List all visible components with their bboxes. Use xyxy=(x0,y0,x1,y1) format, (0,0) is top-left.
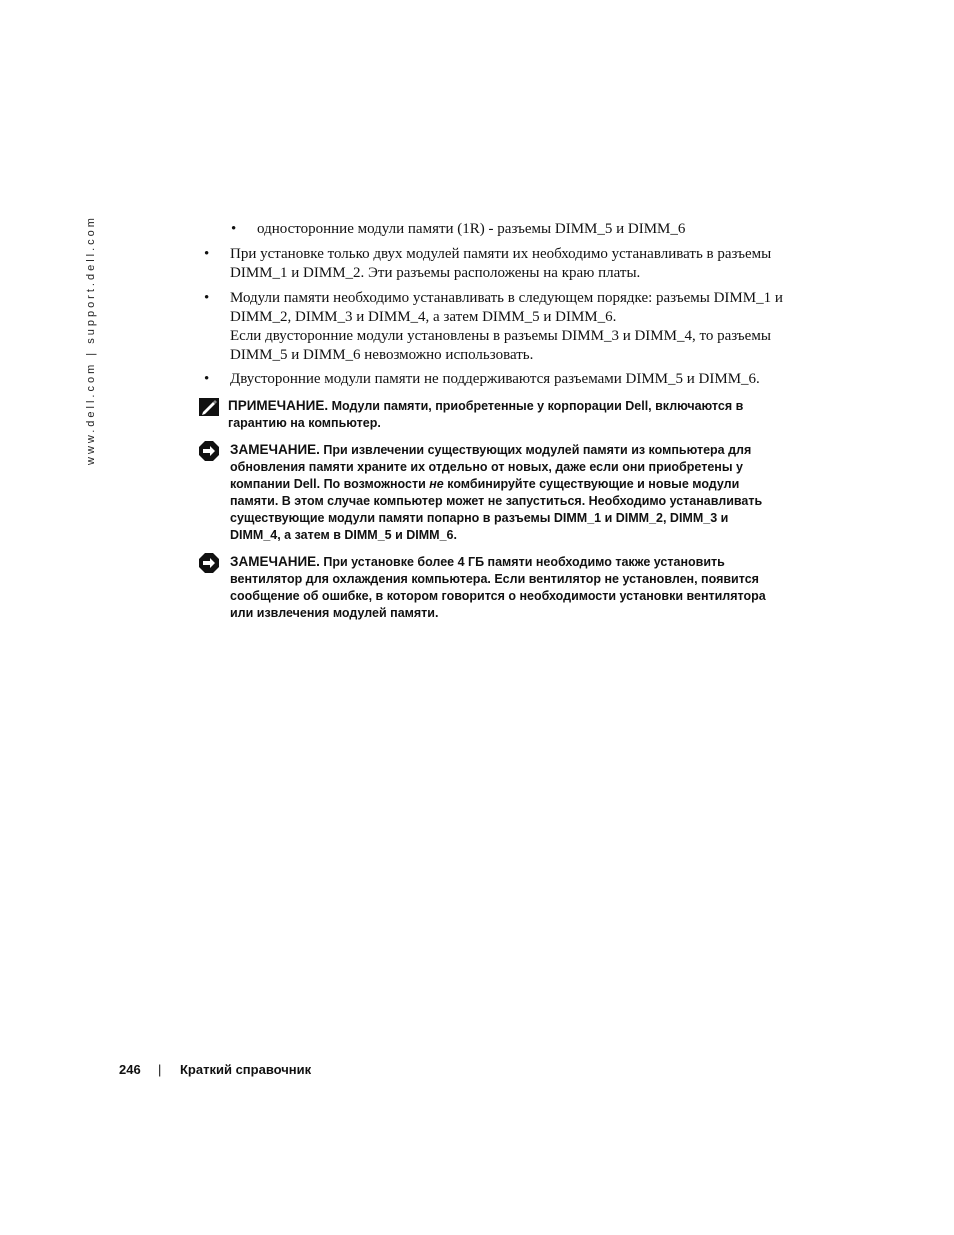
notice-block xyxy=(198,552,798,624)
notice-text: комбинируйте существующие и новые модули xyxy=(443,477,740,491)
notice-text: компании Dell. По возможности xyxy=(230,477,430,491)
list-item xyxy=(204,245,804,285)
list-item-line: DIMM_5 и DIMM_6 невозможно использовать. xyxy=(230,347,534,363)
list-item xyxy=(231,220,791,240)
bullet-dot: • xyxy=(204,246,210,262)
pencil-note-icon xyxy=(198,397,220,422)
notice-label: ЗАМЕЧАНИЕ. xyxy=(230,442,320,457)
list-item-text: односторонние модули памяти (1R) - разъемы DIMM_5 и DIMM_6 xyxy=(257,221,686,237)
bullet-dot: • xyxy=(231,221,237,237)
footer-separator: | xyxy=(158,1062,162,1077)
notice-text: При извлечении существующих модулей памяти из компьютера для xyxy=(319,443,752,457)
list-item-line: При установке только двух модулей памяти их необходимо устанавливать в разъемы xyxy=(230,246,772,262)
list-item-line: Если двусторонние модули установлены в разъемы DIMM_3 и DIMM_4, то разъемы xyxy=(230,328,771,344)
list-item-line: DIMM_1 и DIMM_2. Эти разъемы расположены на краю платы. xyxy=(230,265,641,281)
note-text: Модули памяти, приобретенные у корпорации Dell, включаются в xyxy=(328,399,744,413)
notice-label: ЗАМЕЧАНИЕ. xyxy=(230,554,320,569)
notice-line: существующие модули памяти попарно в разъемы DIMM_1 и DIMM_2, DIMM_3 и xyxy=(230,511,729,525)
list-item xyxy=(204,289,804,367)
list-item-line: DIMM_2, DIMM_3 и DIMM_4, а затем DIMM_5 и DIMM_6. xyxy=(230,309,617,325)
notice-line: или извлечения модулей памяти. xyxy=(230,606,439,620)
notice-line: вентилятор для охлаждения компьютера. Если вентилятор не установлен, появится xyxy=(230,572,759,586)
list-item xyxy=(204,370,804,390)
notice-line: памяти. В этом случае компьютер может не запуститься. Необходимо устанавливать xyxy=(230,494,763,508)
notice-arrow-icon xyxy=(198,440,220,467)
notice-text: При установке более 4 ГБ памяти необходимо также установить xyxy=(319,555,725,569)
bullet-dot: • xyxy=(204,290,210,306)
notice-line: обновления памяти храните их отдельно от новых, даже если они приобретены у xyxy=(230,460,743,474)
notice-line: сообщение об ошибке, в котором говорится о необходимости установки вентилятора xyxy=(230,589,766,603)
note-label: ПРИМЕЧАНИЕ. xyxy=(228,398,329,413)
notice-block xyxy=(198,440,798,550)
list-item-text: Двусторонние модули памяти не поддерживаются разъемами DIMM_5 и DIMM_6. xyxy=(230,371,760,387)
note-line: гарантию на компьютер. xyxy=(228,416,381,430)
sidebar-url: www.dell.com | support.dell.com xyxy=(85,215,97,465)
notice-emphasis: не xyxy=(429,477,444,491)
bullet-dot: • xyxy=(204,371,210,387)
page-number: 246 xyxy=(119,1062,141,1077)
note-block xyxy=(198,397,798,433)
footer-title: Краткий справочник xyxy=(180,1062,312,1077)
notice-arrow-icon xyxy=(198,552,220,579)
list-item-line: Модули памяти необходимо устанавливать в следующем порядке: разъемы DIMM_1 и xyxy=(230,290,783,306)
notice-line: DIMM_4, а затем в DIMM_5 и DIMM_6. xyxy=(230,528,457,542)
